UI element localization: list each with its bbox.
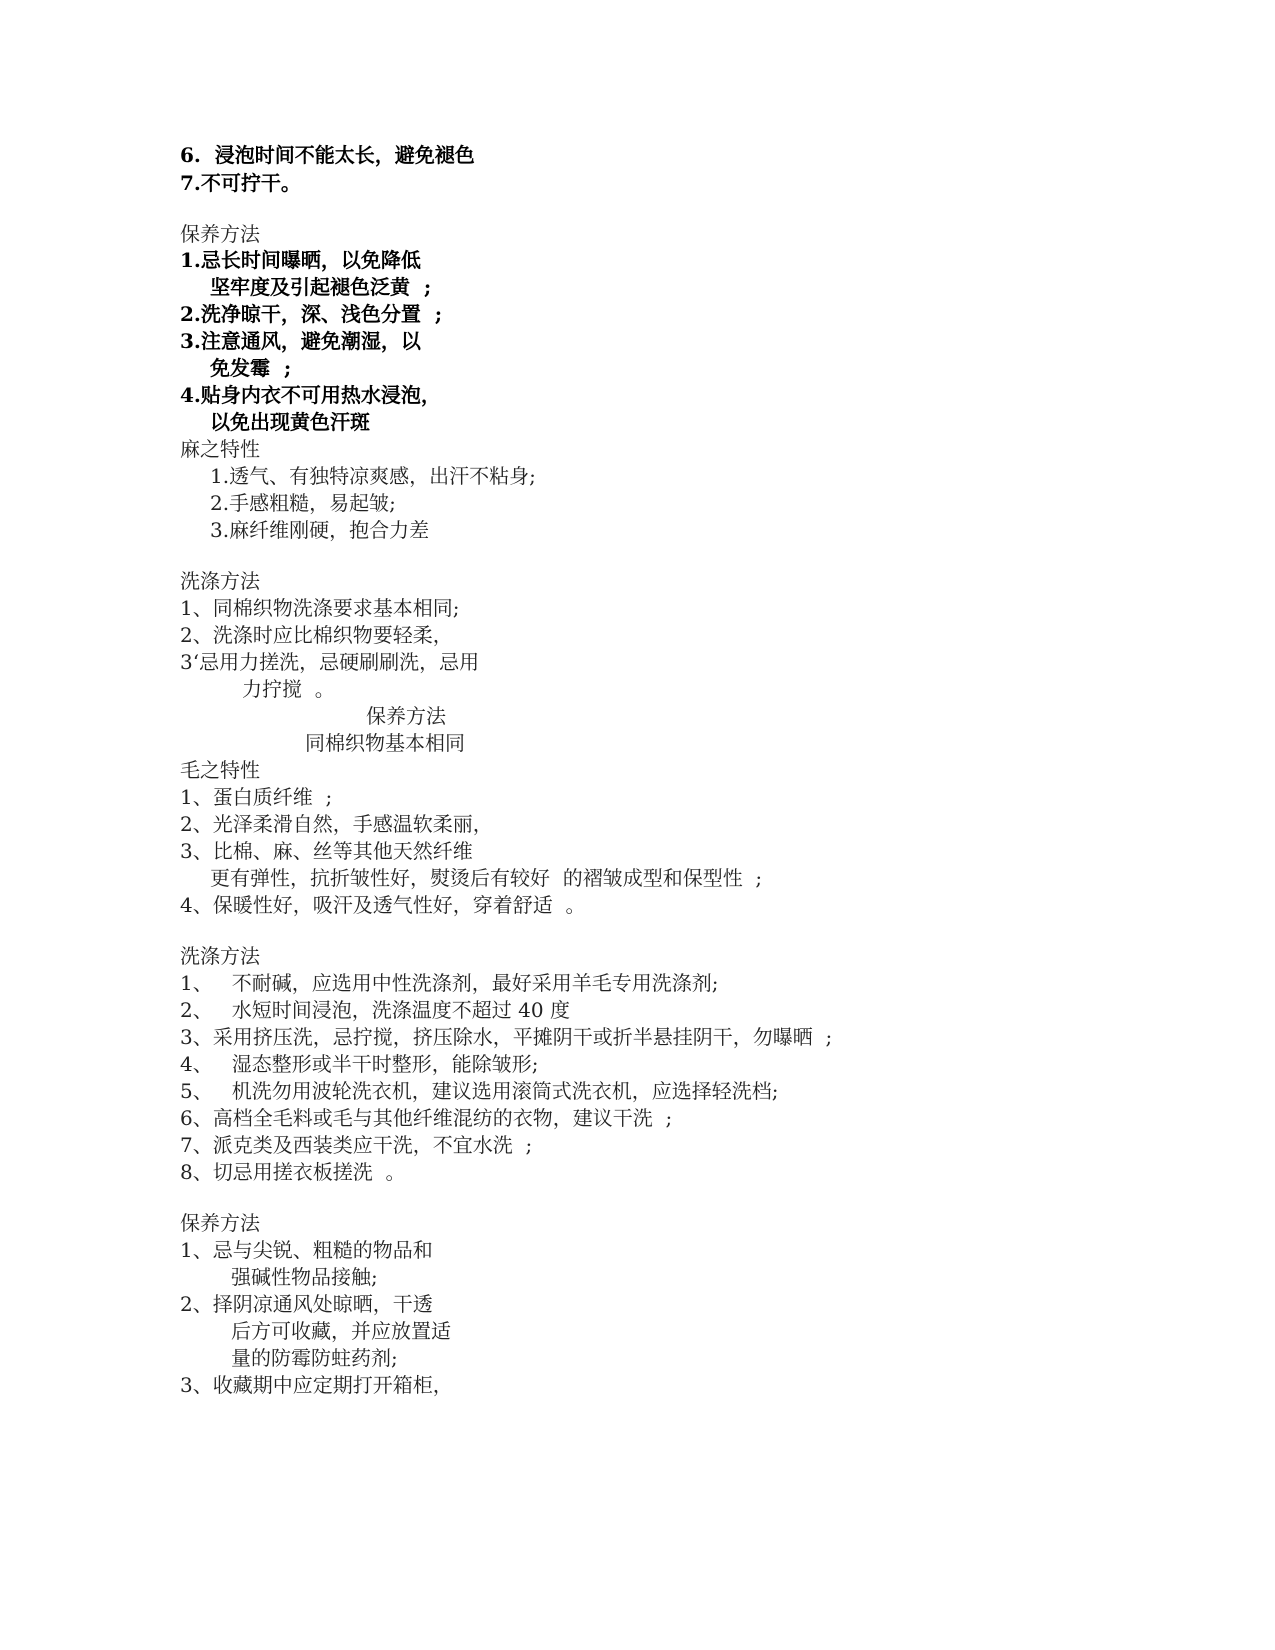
text-line: 2.手感粗糙，易起皱; [210, 491, 396, 515]
section-heading: 保养方法 [366, 704, 446, 728]
text-line: 以免出现黄色汗斑 [210, 410, 370, 434]
text-line: 1.忌长时间曝晒，以免降低 [180, 248, 421, 272]
text-line: 1、 不耐碱，应选用中性洗涤剂，最好采用羊毛专用洗涤剂; [180, 971, 719, 995]
text-line: 4、保暖性好，吸汗及透气性好，穿着舒适 。 [180, 893, 586, 917]
text-line: 免发霉 ; [210, 356, 292, 380]
text-line: 1.透气、有独特凉爽感，出汗不粘身; [210, 464, 536, 488]
text-line: 更有弹性，抗折皱性好，熨烫后有较好 的褶皱成型和保型性 ; [210, 866, 763, 890]
text-line: 4.贴身内衣不可用热水浸泡， [180, 383, 441, 407]
text-line: 3.注意通风，避免潮湿，以 [180, 329, 421, 353]
text-line: 2、 水短时间浸泡，洗涤温度不超过 40 度 [180, 998, 570, 1022]
text-line: 2.洗净晾干，深、浅色分置 ; [180, 302, 443, 326]
section-heading: 洗涤方法 [180, 569, 260, 593]
text-line: 5、 机洗勿用波轮洗衣机，建议选用滚筒式洗衣机，应选择轻洗档; [180, 1079, 779, 1103]
text-line: 1、蛋白质纤维 ; [180, 785, 333, 809]
text-line: 8、切忌用搓衣板搓洗 。 [180, 1160, 406, 1184]
section-heading: 保养方法 [180, 1211, 260, 1235]
text-line: 2、光泽柔滑自然，手感温软柔丽， [180, 812, 493, 836]
text-line: 3、采用挤压洗，忌拧搅，挤压除水，平摊阴干或折半悬挂阴干，勿曝晒 ; [180, 1025, 833, 1049]
text-line: 量的防霉防蛀药剂; [231, 1346, 398, 1370]
text-line: 强碱性物品接触; [231, 1265, 378, 1289]
text-line: 1、忌与尖锐、粗糙的物品和 [180, 1238, 433, 1262]
text-line: 2、洗涤时应比棉织物要轻柔， [180, 623, 453, 647]
text-line: 3‘忌用力搓洗，忌硬刷刷洗，忌用 [180, 650, 480, 674]
text-line: 3、收藏期中应定期打开箱柜， [180, 1373, 453, 1397]
section-heading: 保养方法 [180, 222, 260, 246]
text-line: 坚牢度及引起褪色泛黄 ; [210, 275, 432, 299]
text-line: 2、择阴凉通风处晾晒，干透 [180, 1292, 433, 1316]
text-line: 1、同棉织物洗涤要求基本相同; [180, 596, 460, 620]
section-heading: 洗涤方法 [180, 944, 260, 968]
text-line: 同棉织物基本相同 [305, 731, 465, 755]
text-line: 6、高档全毛料或毛与其他纤维混纺的衣物，建议干洗 ; [180, 1106, 673, 1130]
text-line: 7、派克类及西装类应干洗，不宜水洗 ; [180, 1133, 533, 1157]
text-line: 4、 湿态整形或半干时整形，能除皱形; [180, 1052, 539, 1076]
section-heading: 麻之特性 [180, 437, 260, 461]
text-line: 后方可收藏，并应放置适 [231, 1319, 451, 1343]
text-line: 7.不可拧干。 [180, 171, 301, 195]
text-line: 3、比棉、麻、丝等其他天然纤维 [180, 839, 473, 863]
section-heading: 毛之特性 [180, 758, 260, 782]
text-line: 3.麻纤维刚硬，抱合力差 [210, 518, 430, 542]
text-line: 6. 浸泡时间不能太长，避免褪色 [180, 143, 475, 167]
text-line: 力拧搅 。 [242, 677, 335, 701]
